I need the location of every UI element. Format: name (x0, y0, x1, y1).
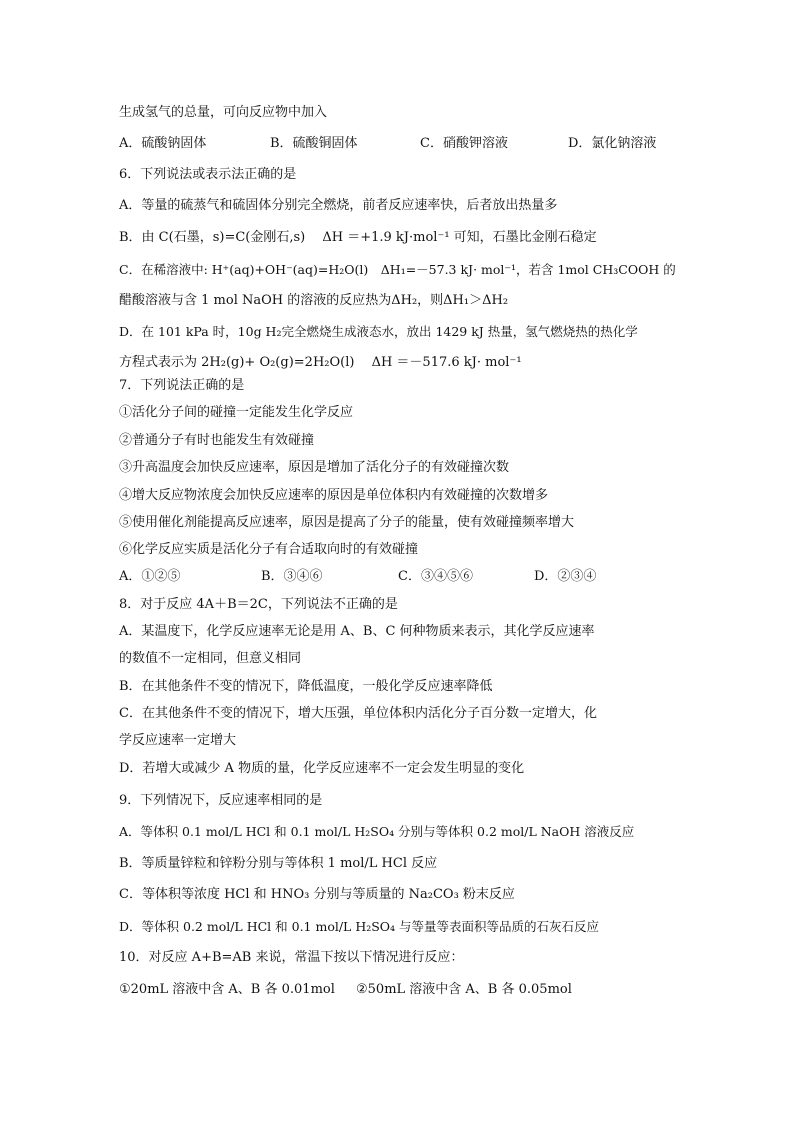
q5-stem-tail: 生成氢气的总量，可向反应物中加入 (119, 105, 328, 120)
q5-option-b: B．硫酸铜固体 (270, 136, 358, 151)
q7-item-2: ②普通分子有时也能发生有效碰撞 (119, 433, 315, 448)
q6-option-a: A．等量的硫蒸气和硫固体分别完全燃烧，前者反应速率快，后者放出热量多 (119, 198, 558, 213)
q7-option-b: B．③④⑥ (261, 569, 323, 584)
q7-stem: 7．下列说法正确的是 (119, 378, 245, 393)
q7-option-d: D．②③④ (534, 569, 597, 584)
q8-option-b: B．在其他条件不变的情况下，降低温度，一般化学反应速率降低 (119, 679, 493, 694)
q9-stem: 9．下列情况下，反应速率相同的是 (119, 793, 323, 808)
q7-item-1: ①活化分子间的碰撞一定能发生化学反应 (119, 405, 354, 420)
q8-option-d: D．若增大或减少 A 物质的量，化学反应速率不一定会发生明显的变化 (119, 761, 525, 776)
q7-option-a: A．①②⑤ (119, 569, 181, 584)
q6-option-c-line1: C．在稀溶液中: H⁺(aq)+OH⁻(aq)=H₂O(l) ΔH₁=－57.3 kJ· mol⁻¹，若含 1mol CH₃COOH 的 (119, 262, 676, 277)
q8-option-a-line2: 的数值不一定相同，但意义相同 (119, 651, 302, 666)
q7-option-c: C．③④⑤⑥ (398, 569, 473, 584)
q5-option-a: A．硫酸钠固体 (119, 136, 207, 151)
q7-item-3: ③升高温度会加快反应速率，原因是增加了活化分子的有效碰撞次数 (119, 460, 510, 475)
q6-option-c-line2: 醋酸溶液与含 1 mol NaOH 的溶液的反应热为ΔH₂，则ΔH₁＞ΔH₂ (119, 293, 509, 308)
q9-option-d: D．等体积 0.2 mol/L HCl 和 0.1 mol/L H₂SO₄ 与等量等表面积等品质的石灰石反应 (119, 919, 600, 934)
q9-option-c: C．等体积等浓度 HCl 和 HNO₃ 分别与等质量的 Na₂CO₃ 粉末反应 (119, 887, 515, 902)
q7-item-4: ④增大反应物浓度会加快反应速率的原因是单位体积内有效碰撞的次数增多 (119, 488, 549, 503)
q10-stem: 10．对反应 A+B=AB 来说，常温下按以下情况进行反应： (119, 950, 464, 965)
q9-option-b: B．等质量锌粒和锌粉分别与等体积 1 mol/L HCl 反应 (119, 856, 438, 871)
q5-option-c: C．硝酸钾溶液 (420, 136, 508, 151)
q8-option-c-line2: 学反应速率一定增大 (119, 733, 237, 748)
q7-item-5: ⑤使用催化剂能提高反应速率，原因是提高了分子的能量，使有效碰撞频率增大 (119, 515, 575, 530)
q5-option-d: D．氯化钠溶液 (568, 136, 657, 151)
q7-item-6: ⑥化学反应实质是活化分子有合适取向时的有效碰撞 (119, 542, 419, 557)
q6-option-b: B．由 C(石墨，s)=C(金刚石,s) ΔH ＝+1.9 kJ·mol⁻¹ 可知，石墨比金刚石稳定 (119, 230, 597, 245)
q6-option-d-line1: D．在 101 kPa 时，10g H₂完全燃烧生成液态水，放出 1429 kJ 热量，氢气燃烧热的热化学 (119, 324, 638, 339)
q9-option-a: A．等体积 0.1 mol/L HCl 和 0.1 mol/L H₂SO₄ 分别与等体积 0.2 mol/L NaOH 溶液反应 (119, 824, 635, 839)
q8-option-a-line1: A．某温度下，化学反应速率无论是用 A、B、C 何种物质来表示，其化学反应速率 (119, 624, 595, 639)
q8-option-c-line1: C．在其他条件不变的情况下，增大压强，单位体积内活化分子百分数一定增大，化 (119, 706, 597, 721)
q6-option-d-line2: 方程式表示为 2H₂(g)+ O₂(g)=2H₂O(l) ΔH ＝－517.6 kJ· mol⁻¹ (119, 355, 522, 370)
q10-item-1: ①20mL 溶液中含 A、B 各 0.01mol (119, 982, 335, 997)
q6-stem: 6．下列说法或表示法正确的是 (119, 167, 297, 182)
q8-stem: 8．对于反应 4A＋B＝2C，下列说法不正确的是 (119, 597, 398, 612)
q10-item-2: ②50mL 溶液中含 A、B 各 0.05mol (356, 982, 572, 997)
